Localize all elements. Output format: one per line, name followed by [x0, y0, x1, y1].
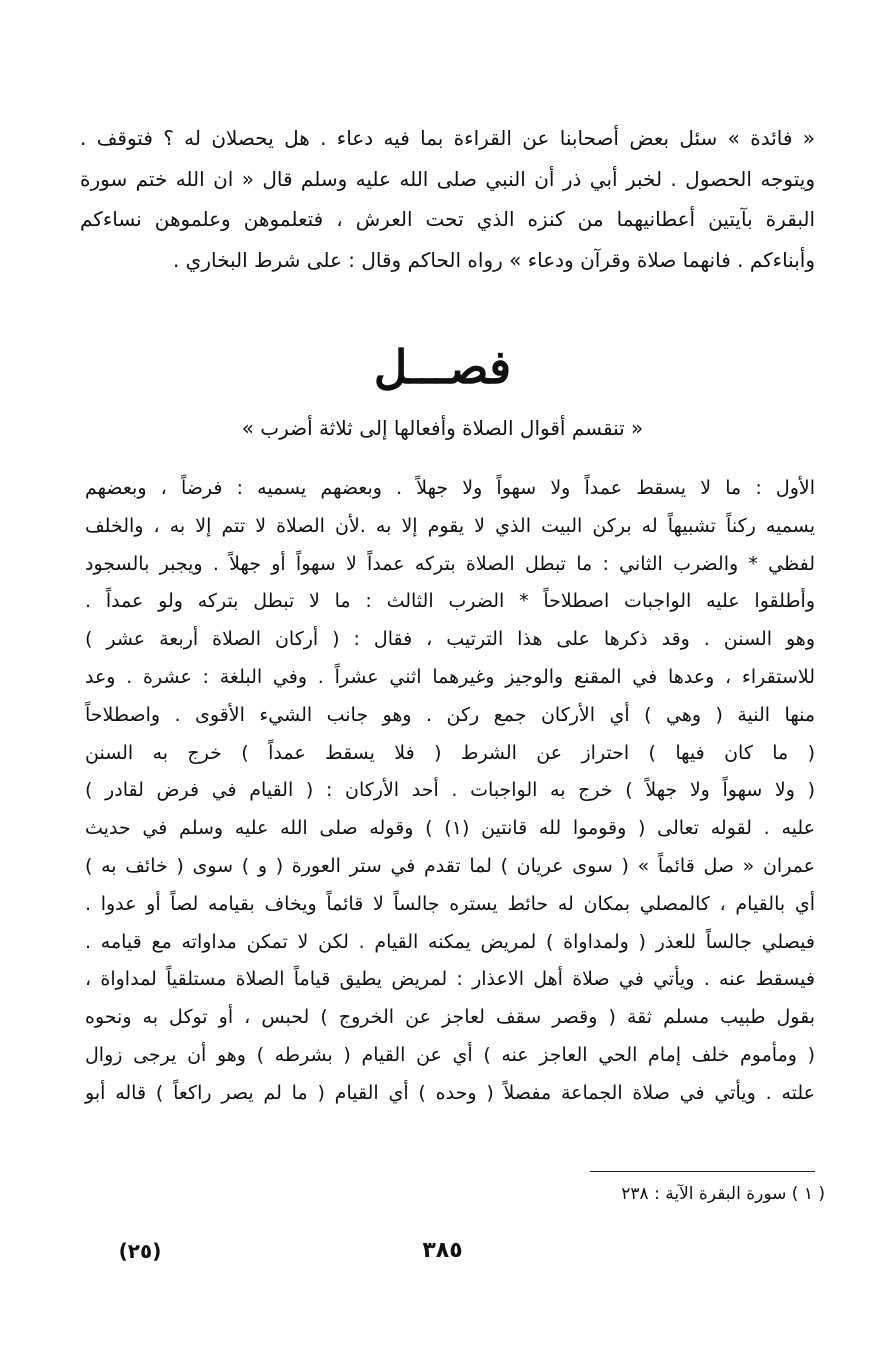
footnote: ( ١ ) سورة البقرة الآية : ٢٣٨	[621, 1184, 825, 1204]
body-line: ( ومأموم خلف إمام الحي العاجز عنه ) أي عن القيام ( بشرطه ) وهو أن يرجى زوال	[85, 1043, 815, 1066]
body-line: لفظي * والضرب الثاني : ما تبطل الصلاة بتركه عمداً لا سهواً أو جهلاً . ويجبر بالسجود	[85, 552, 815, 575]
body-line: أي بالقيام ، كالمصلي بمكان له حائط يستره جالساً لا قائماً ويخاف بقيامه لصاً أو عدوا .	[85, 892, 815, 915]
body-line: منها النية ( وهي ) أي الأركان جمع ركن . وهو جانب الشيء الأقوى . واصطلاحاً	[85, 703, 815, 726]
footnote-divider	[590, 1171, 815, 1172]
body-line: للاستقراء ، وعدها في المقنع والوجيز وغيرهما اثني عشراً . وفي البلغة : عشرة . وعد	[85, 665, 815, 688]
page-number: ٣٨٥	[422, 1238, 463, 1263]
body-line: ( ولا سهواً ولا جهلاً ) خرج به الواجبات . أحد الأركان : ( القيام في فرض لقادر )	[85, 779, 815, 802]
body-line: عليه . لقوله تعالى ( وقوموا لله قانتين (١) ) وقوله صلى الله عليه وسلم في حديث	[85, 817, 815, 840]
intro-line: « فائدة » سئل بعض أصحابنا عن القراءة بما فيه دعاء . هل يحصلان له ؟ فتوقف .	[80, 126, 815, 150]
intro-line: البقرة بآيتين أعطانيهما من كنزه الذي تحت العرش ، فتعلموهن وعلموهن نساءكم	[80, 207, 815, 231]
body-line: بقول طبيب مسلم ثقة ( وقصر سقف لعاجز عن الخروج ) لحبس ، أو توكل به ونحوه	[85, 1006, 815, 1029]
body-paragraph	[85, 470, 815, 1113]
intro-line: وأبناءكم . فانهما صلاة وقرآن ودعاء » رواه الحاكم وقال : على شرط البخاري .	[172, 247, 815, 272]
body-line: فيسقط عنه . ويأتي في صلاة أهل الاعذار : لمريض يطيق قياماً الصلاة مستلقياً لمداواة ،	[85, 968, 815, 991]
body-line: عمران « صل قائماً » ( سوى عريان ) لما تقدم في ستر العورة ( و ) سوى ( خائف به )	[85, 854, 815, 877]
section-subtitle: « تنقسم أقوال الصلاة وأفعالها إلى ثلاثة أضرب »	[241, 416, 644, 440]
body-line: وأطلقوا عليه الواجبات اصطلاحاً * الضرب الثالث : ما لا تبطل بتركه ولو عمداً .	[85, 590, 815, 613]
intro-line: ويتوجه الحصول . لخبر أبي ذر أن النبي صلى الله عليه وسلم قال « ان الله ختم سورة	[80, 166, 815, 191]
body-line: فيصلي جالساً للعذر ( ولمداواة ) لمريض يمكنه القيام . لكن لا تمكن مداواته مع قيامه .	[85, 930, 815, 953]
body-line: علته . ويأتي في صلاة الجماعة مفصلاً ( وحده ) أي القيام ( ما لم يصر راكعاً ) قاله أبو	[85, 1081, 815, 1104]
section-title: فصـــل	[373, 340, 512, 394]
body-line: الأول : ما لا يسقط عمداً ولا سهواً ولا جهلاً . وبعضهم يسميه : فرضاً ، وبعضهم	[85, 477, 815, 499]
signature-mark: (٢٥)	[118, 1239, 162, 1263]
intro-paragraph	[80, 118, 815, 280]
body-line: وهو السنن . وقد ذكرها على هذا الترتيب ، فقال : ( أركان الصلاة أربعة عشر )	[85, 628, 815, 651]
body-line: يسميه ركناً تشبيهاً له بركن البيت الذي لا يقوم إلا به .لأن الصلاة لا تتم إلا به ، والخلف	[85, 514, 815, 537]
body-line: ( ما كان فيها ) احتراز عن الشرط ( فلا يسقط عمداً ) خرج به السنن	[85, 741, 815, 764]
